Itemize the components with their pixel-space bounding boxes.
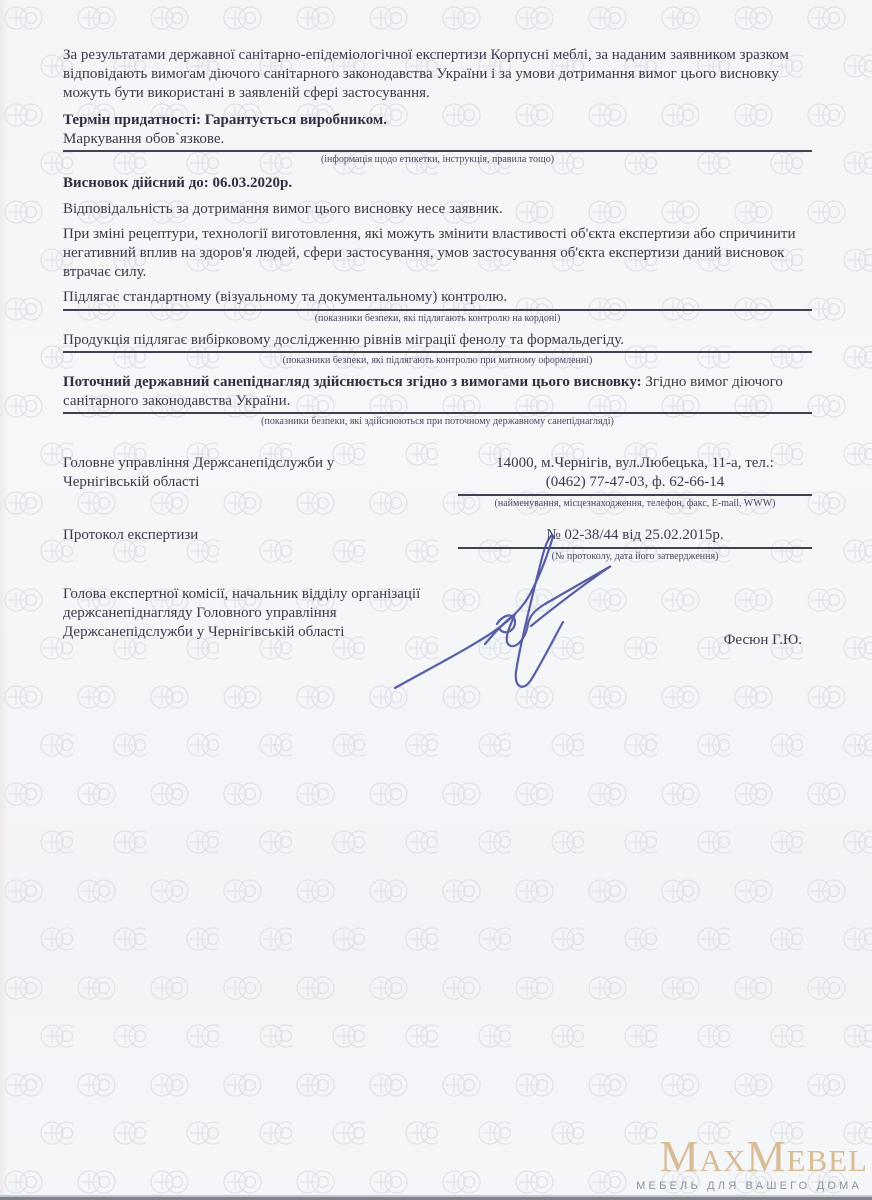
maxmebel-brand-text: MaxMebel (659, 1132, 868, 1181)
supervision-rest-text: Згідно вимог діючого санітарного законодавства України. (63, 373, 783, 409)
scan-left-edge (0, 0, 8, 1200)
valid-until-line: Висновок дійсний до: 06.03.2020р. (63, 175, 293, 192)
org-name: Головне управління Держсанепідслужби у Чернігівській області (63, 454, 335, 490)
site-watermark-logo (636, 1132, 868, 1192)
signer-title: Голова експертної комісії, начальник відділу організації держсанепіднагляду Головного управління Держсанепідслужби у Чернігівській області (63, 585, 421, 640)
maxmebel-tagline: МЕБЕЛЬ ДЛЯ ВАШЕГО ДОМА (636, 1180, 862, 1192)
signature-scribble (385, 512, 630, 702)
protocol-value: № 02-38/44 від 25.02.2015р. (546, 526, 724, 543)
marking-text: Маркування обов`язкове. (63, 131, 225, 148)
supervision-field (63, 373, 812, 414)
marking-field (63, 130, 812, 152)
marking-caption: (інформація щодо етикетки, інструкція, правила тощо) (320, 154, 555, 166)
intro-paragraph: За результатами державної санітарно-епідеміологічної експертизи Корпусні меблі, за наданим заявником зразком відповідають вимогам діючого санітарного законодавства України і за умови дотримання вимог цього висновку можуть бути використані в заявленій сфері застосування. (63, 47, 789, 102)
customs-control-caption: (показники безпеки, які підлягають контролю при митному оформленні) (282, 354, 593, 366)
customs-control-text: Продукція підлягає вибірковому дослідженню рівнів міграції фенолу та формальдегіду. (63, 331, 624, 348)
org-contact-block (458, 454, 812, 510)
border-control-text: Підлягає стандартному (візуальному та документальному) контролю. (63, 289, 508, 306)
protocol-label: Протокол експертизи (63, 526, 199, 543)
org-contact-field (458, 454, 812, 496)
supervision-caption: (показники безпеки, які здійснюються при поточному державному санепіднагляді) (261, 415, 614, 427)
supervision-bold-text: Поточний державний санепіднагляд здійснюється згідно з вимогами цього висновку: (63, 373, 642, 390)
org-row (63, 454, 812, 510)
border-control-field (63, 288, 812, 310)
org-address-line1: 14000, м.Чернігів, вул.Любецька, 11-а, тел.: (496, 454, 774, 471)
org-address-line2: (0462) 77-47-03, ф. 62-66-14 (545, 473, 725, 490)
customs-control-field (63, 331, 812, 353)
border-control-caption: (показники безпеки, які підлягають контролю на кордоні) (314, 312, 561, 324)
shelf-life-line: Термін придатності: Гарантується виробником. (63, 112, 387, 129)
protocol-caption: (№ протоколу, дата його затвердження) (551, 550, 719, 562)
signer-name: Фесюн Г.Ю. (723, 631, 802, 648)
responsibility-line: Відповідальність за дотримання вимог цього висновку несе заявник. (63, 201, 503, 218)
invalidation-paragraph: При зміні рецептури, технології виготовлення, які можуть змінити властивості об'єкта експертизи або спричинити негативний вплив на здоров'я людей, сфери застосування, умов застосування об'єкта експертизи даний висновок втрачає силу. (63, 226, 796, 281)
org-contact-caption: (найменування, місцезнаходження, телефон, факс, E-mail, WWW) (494, 497, 776, 509)
